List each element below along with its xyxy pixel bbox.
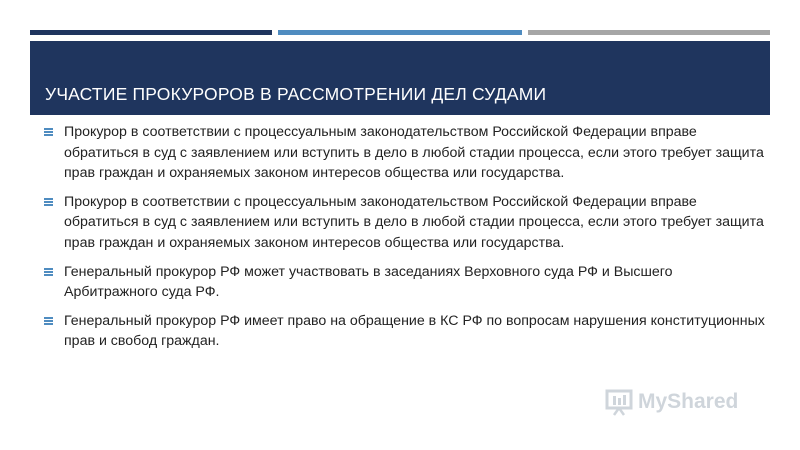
list-item [44, 311, 770, 352]
bullet-icon [44, 317, 53, 325]
stripe-navy [30, 30, 272, 35]
bullet-icon [44, 128, 53, 136]
list-item [44, 262, 770, 303]
list-item [44, 122, 770, 184]
watermark-logo [604, 384, 774, 420]
stripe-blue [278, 30, 522, 35]
slide-title: УЧАСТИЕ ПРОКУРОРОВ В РАССМОТРЕНИИ ДЕЛ СУДАМИ [45, 84, 547, 104]
bullet-text: Генеральный прокурор РФ имеет право на обращение в КС РФ по вопросам нарушения конституционных прав и свобод граждан. [64, 312, 765, 350]
stripe-gray [528, 30, 770, 35]
bullet-list [44, 122, 770, 360]
header-stripes [30, 30, 770, 35]
list-item [44, 192, 770, 254]
bullet-text: Прокурор в соответствии с процессуальным законодательством Российской Федерации вправе обратиться в суд с заявлением или вступить в дело в любой стадии процесса, если этого требует защита прав граждан и охраняемых законом интересов общества или государства. [64, 193, 764, 251]
bullet-text: Прокурор в соответствии с процессуальным законодательством Российской Федерации вправе обратиться в суд с заявлением или вступить в дело в любой стадии процесса, если этого требует защита прав граждан и охраняемых законом интересов общества или государства. [64, 124, 764, 182]
title-band [30, 41, 770, 115]
presentation-board-icon [604, 387, 634, 417]
watermark-text: MyShared [638, 390, 739, 413]
bullet-icon [44, 198, 53, 206]
bullet-text: Генеральный прокурор РФ может участвовать в заседаниях Верховного суда РФ и Высшего Арбитражного суда РФ. [64, 263, 673, 301]
bullet-icon [44, 268, 53, 276]
